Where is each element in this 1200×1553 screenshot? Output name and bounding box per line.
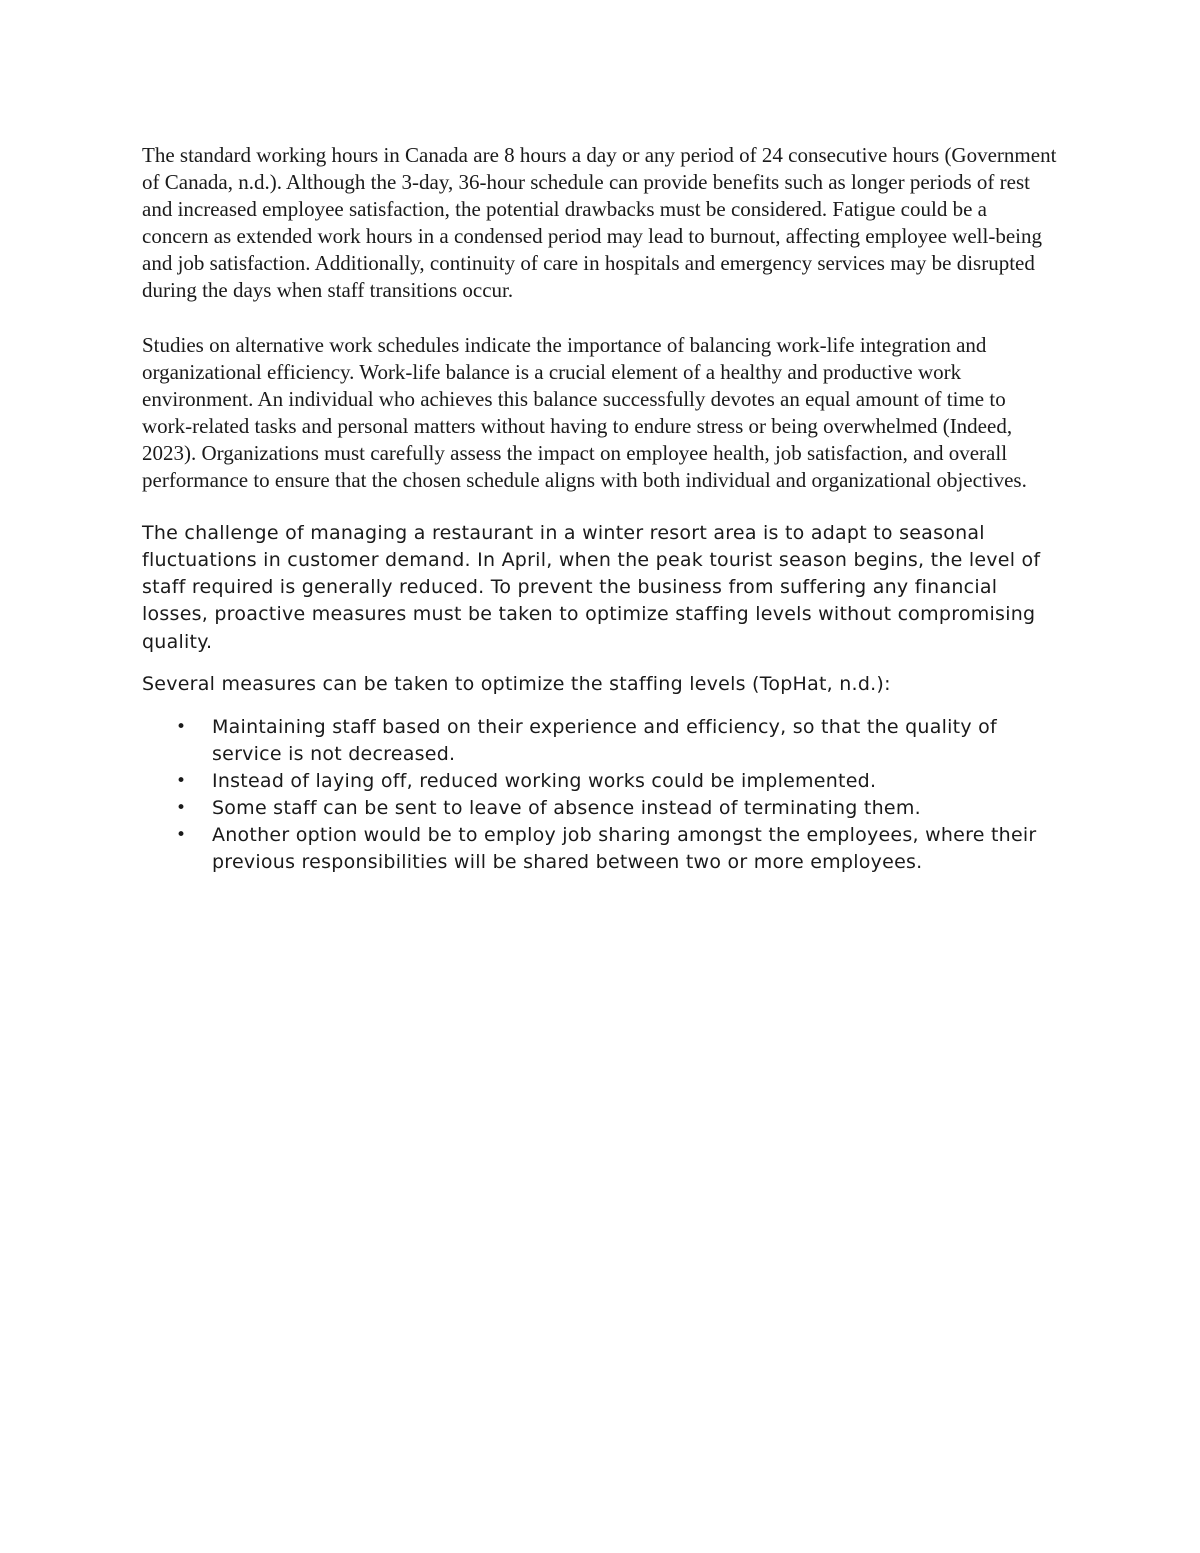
paragraph-restaurant-challenge: The challenge of managing a restaurant in a winter resort area is to adapt to seasonal fluctuations in customer demand. In April, when the peak tourist season begins, the level of staff required is generally reduced. To prevent the business from suffering any financial losses, proactive measures must be taken to optimize staffing levels without compromising quality. [142, 522, 1041, 653]
list-item [142, 822, 1058, 876]
list-item-text: Instead of laying off, reduced working works could be implemented. [212, 769, 877, 792]
bullet-icon: • [176, 716, 187, 737]
paragraph-work-life-balance: Studies on alternative work schedules indicate the importance of balancing work-life integration and organizational efficiency. Work-life balance is a crucial element of a healthy and productive work environment. An individual who achieves this balance successfully devotes an equal amount of time to work-related tasks and personal matters without having to endure stress or being overwhelmed (Indeed, 2023). Organizations must carefully assess the impact on employee health, job satisfaction, and overall performance to ensure that the chosen schedule aligns with both individual and organizational objectives. [142, 332, 1027, 493]
bullet-icon: • [176, 770, 187, 791]
list-item-text: Some staff can be sent to leave of absence instead of terminating them. [212, 796, 921, 819]
paragraph-measures-intro: Several measures can be taken to optimize the staffing levels (TopHat, n.d.): [142, 672, 891, 695]
paragraph-working-hours: The standard working hours in Canada are 8 hours a day or any period of 24 consecutive hours (Government of Canada, n.d.). Although the 3-day, 36-hour schedule can provide benefits such as longer periods of rest and increased employee satisfaction, the potential drawbacks must be considered. Fatigue could be a concern as extended work hours in a condensed period may lead to burnout, affecting employee well-being and job satisfaction. Additionally, continuity of care in hospitals and emergency services may be disrupted during the days when staff transitions occur. [142, 143, 1057, 303]
list-item-text: Another option would be to employ job sharing amongst the employees, where their previous responsibilities will be shared between two or more employees. [212, 824, 1037, 874]
document-page [142, 142, 1058, 876]
list-item [142, 795, 1058, 822]
measures-list [142, 714, 1058, 877]
list-item-text: Maintaining staff based on their experience and efficiency, so that the quality of service is not decreased. [212, 715, 997, 765]
bullet-icon: • [176, 825, 187, 846]
list-item [142, 768, 1058, 795]
list-item [142, 714, 1058, 768]
bullet-icon: • [176, 797, 187, 818]
